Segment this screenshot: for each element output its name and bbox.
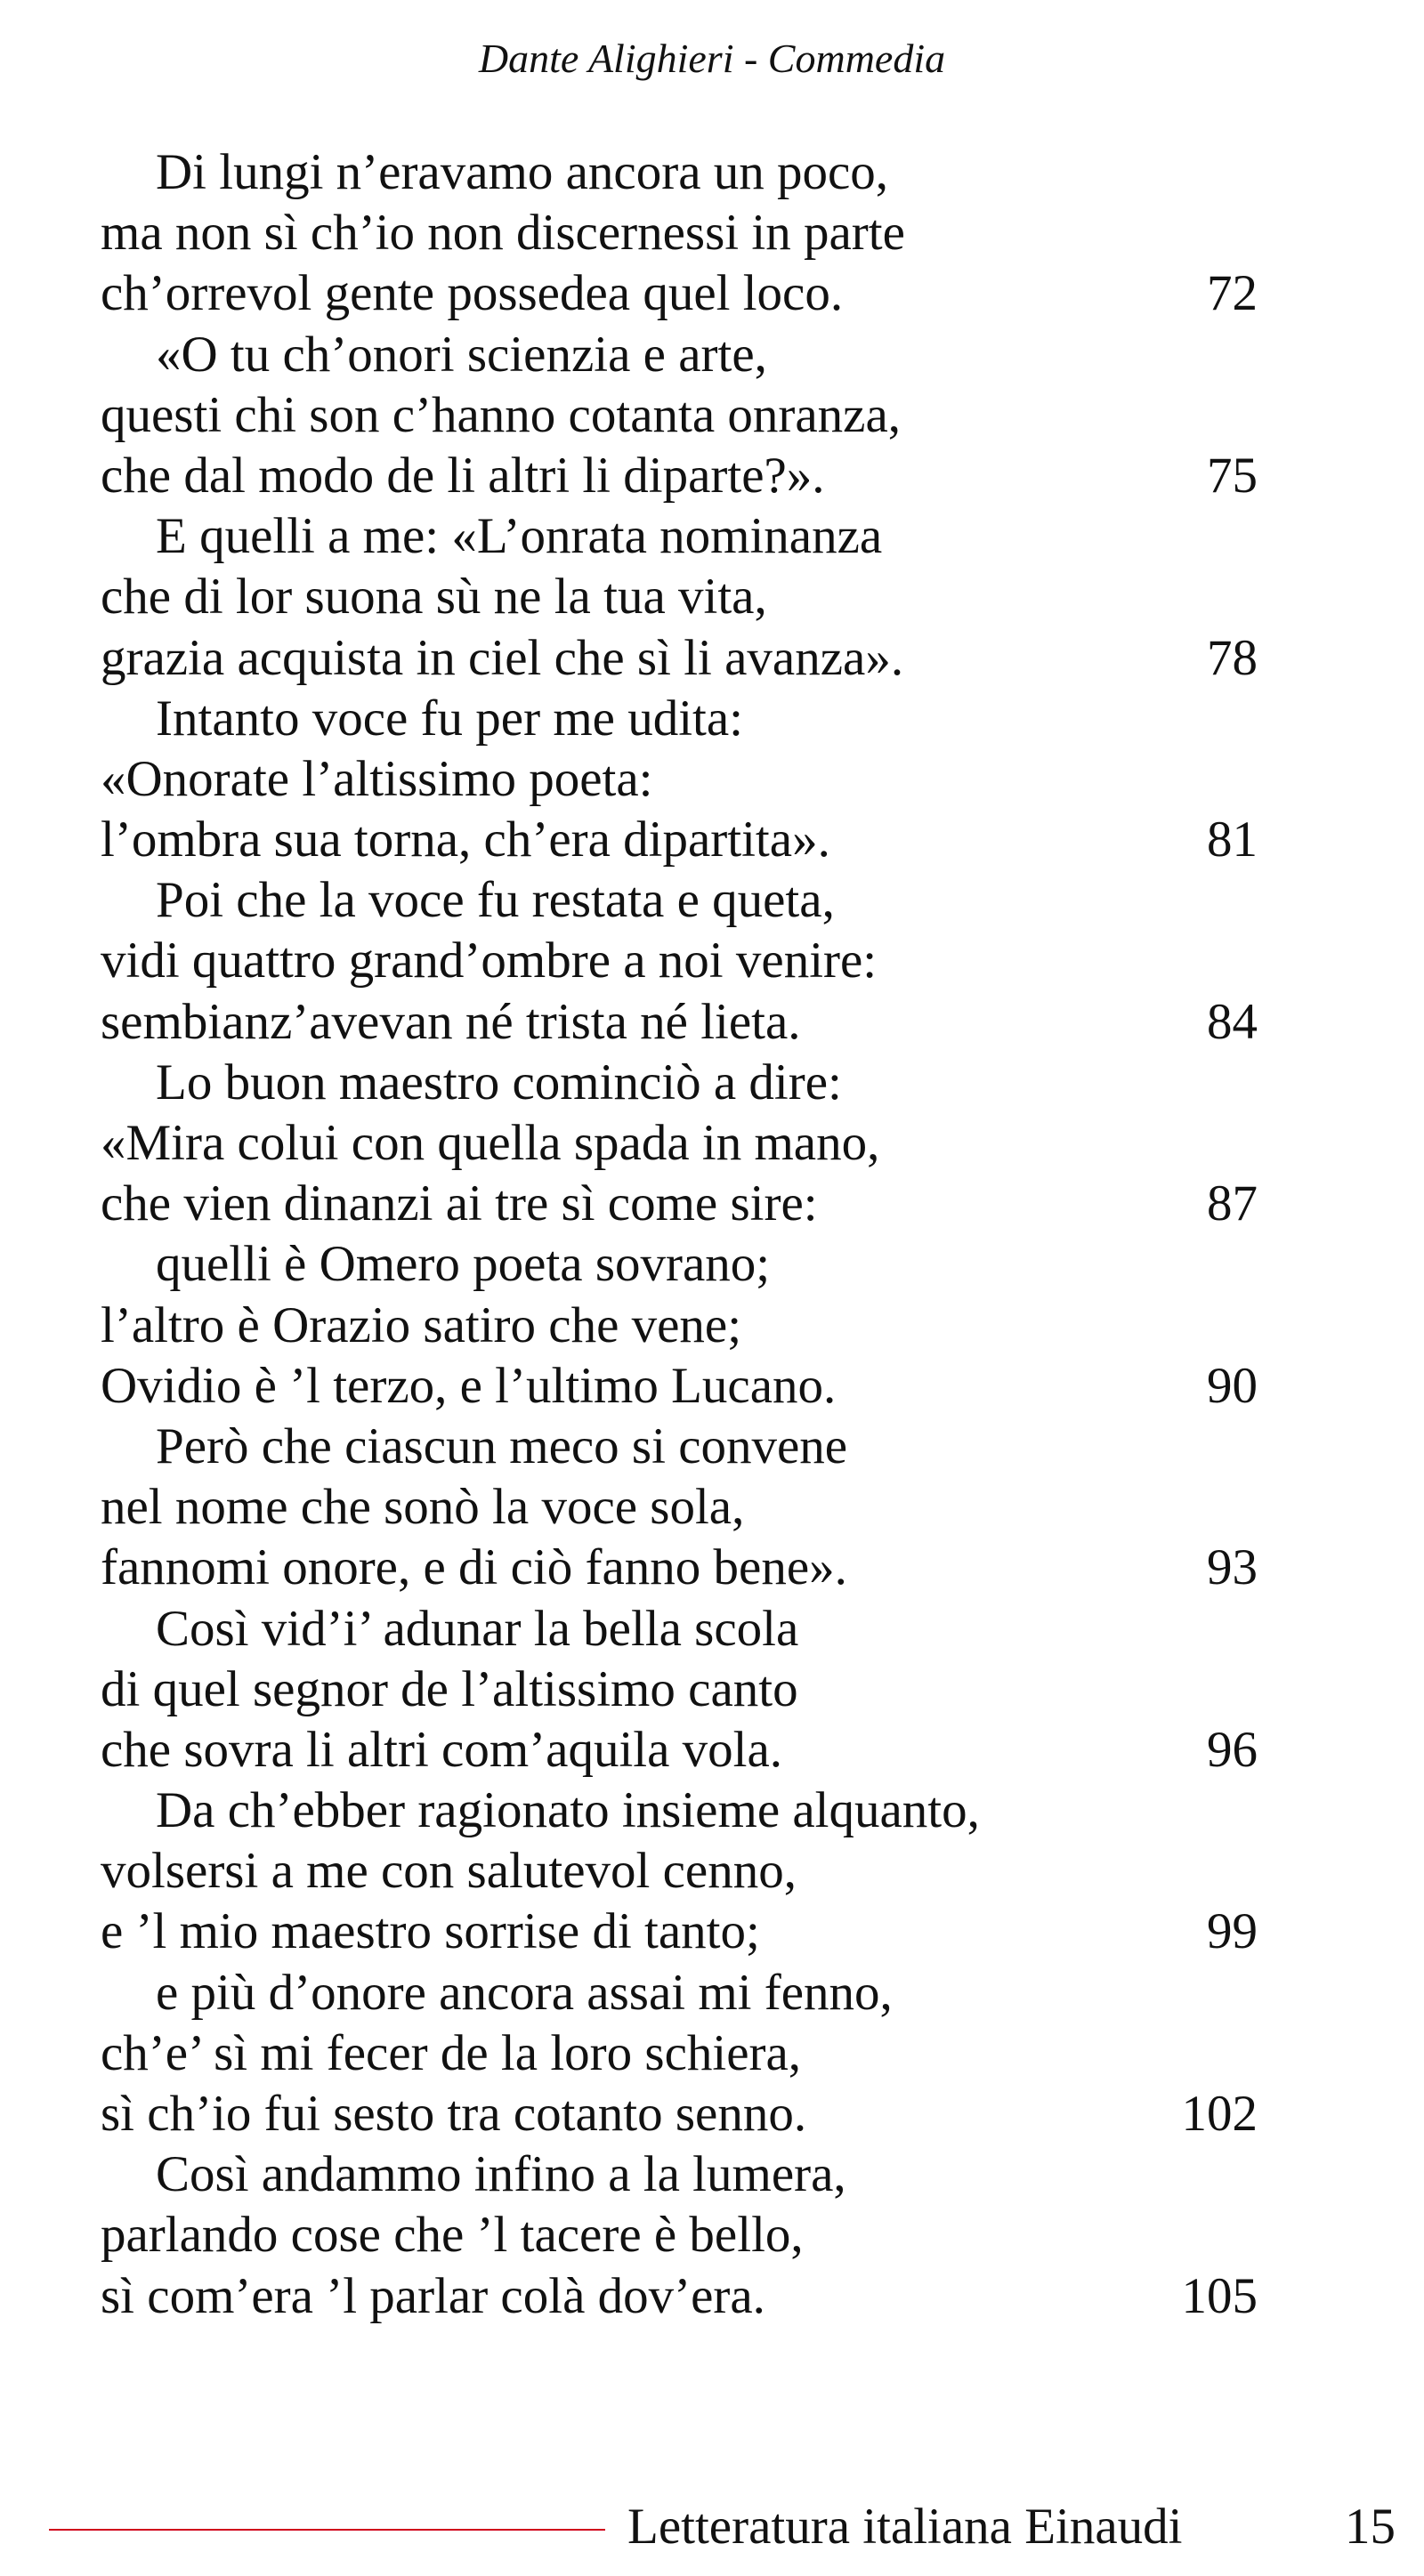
verse-number: 102 [1181, 2086, 1258, 2142]
verse-text: sì ch’io fui sesto tra cotanto senno. [101, 2086, 807, 2142]
verse-text: che di lor suona sù ne la tua vita, [101, 569, 767, 626]
verse-text: sembianz’avevan né trista né lieta. [101, 993, 801, 1050]
verse-line [101, 1477, 1258, 1538]
verse-number: 72 [1207, 265, 1258, 322]
running-header: Dante Alighieri - Commedia [478, 36, 946, 81]
verse-line [101, 870, 1258, 931]
verse-text: e più d’onore ancora assai mi fenno, [156, 1964, 893, 2021]
verse-line [101, 628, 1258, 689]
verse-text: quelli è Omero poeta sovrano; [156, 1236, 771, 1293]
verse-line [101, 2023, 1258, 2084]
verse-text: ma non sì ch’io non discernessi in parte [101, 205, 905, 262]
verse-text: Così andammo infino a la lumera, [156, 2146, 846, 2203]
verse-text: Poi che la voce fu restata e queta, [156, 872, 835, 929]
verse-text: Ovidio è ’l terzo, e l’ultimo Lucano. [101, 1357, 837, 1414]
verse-text: Così vid’i’ adunar la bella scola [156, 1600, 799, 1657]
verse-text: grazia acquista in ciel che sì li avanza». [101, 629, 904, 686]
verse-line [101, 203, 1258, 263]
verse-text: l’ombra sua torna, ch’era dipartita». [101, 812, 830, 868]
verse-text: sì com’era ’l parlar colà dov’era. [101, 2267, 765, 2324]
verse-line [101, 689, 1258, 749]
verse-number: 99 [1207, 1903, 1258, 1960]
verse-line [101, 1113, 1258, 1174]
verse-line [101, 1963, 1258, 2023]
verse-line [101, 2266, 1258, 2327]
verse-text: E quelli a me: «L’onrata nominanza [156, 508, 883, 565]
verse-text: e ’l mio maestro sorrise di tanto; [101, 1903, 760, 1960]
verse-line [101, 2084, 1258, 2144]
verse-text: fannomi onore, e di ciò fanno bene». [101, 1539, 847, 1596]
verse-line [101, 1781, 1258, 1841]
verse-number: 84 [1207, 993, 1258, 1050]
verse-line [101, 1720, 1258, 1781]
verse-line [101, 142, 1258, 203]
verse-text: vidi quattro grand’ombre a noi venire: [101, 933, 878, 989]
verse-line [101, 1296, 1258, 1356]
verse-line [101, 1174, 1258, 1234]
verse-text: «O tu ch’onori scienzia e arte, [156, 326, 767, 383]
verse-line [101, 810, 1258, 870]
verse-text: l’altro è Orazio satiro che vene; [101, 1296, 742, 1353]
verse-line [101, 1599, 1258, 1659]
verse-line [101, 1234, 1258, 1295]
verse-text: che vien dinanzi ai tre sì come sire: [101, 1175, 818, 1232]
verse-number: 87 [1207, 1175, 1258, 1232]
verse-text: Però che ciascun meco si convene [156, 1417, 848, 1474]
verse-number: 78 [1207, 629, 1258, 686]
verse-line [101, 1841, 1258, 1902]
verse-line [101, 1417, 1258, 1477]
verse-line [101, 1053, 1258, 1113]
verse-line [101, 385, 1258, 446]
verse-line [101, 446, 1258, 506]
verse-number: 96 [1207, 1721, 1258, 1778]
verse-line [101, 1538, 1258, 1598]
verse-line [101, 1902, 1258, 1962]
verse-line [101, 506, 1258, 567]
verse-number: 75 [1207, 447, 1258, 504]
poem-body [101, 142, 1258, 2327]
page-number: 15 [1345, 2499, 1396, 2555]
verse-text: Lo buon maestro cominciò a dire: [156, 1054, 842, 1110]
verse-text: volsersi a me con salutevol cenno, [101, 1843, 797, 1900]
verse-text: questi chi son c’hanno cotanta onranza, [101, 386, 902, 443]
verse-text: «Onorate l’altissimo poeta: [101, 750, 653, 807]
footer-rule [49, 2529, 605, 2531]
verse-line [101, 1356, 1258, 1417]
verse-line [101, 2144, 1258, 2205]
verse-number: 90 [1207, 1357, 1258, 1414]
verse-text: nel nome che sonò la voce sola, [101, 1479, 745, 1536]
verse-text: Da ch’ebber ragionato insieme alquanto, [156, 1782, 980, 1839]
verse-line [101, 567, 1258, 627]
verse-text: che sovra li altri com’aquila vola. [101, 1721, 783, 1778]
verse-line [101, 263, 1258, 324]
verse-text: «Mira colui con quella spada in mano, [101, 1115, 880, 1171]
verse-number: 105 [1181, 2267, 1258, 2324]
verse-text: Intanto voce fu per me udita: [156, 690, 744, 747]
verse-text: di quel segnor de l’altissimo canto [101, 1660, 798, 1717]
verse-text: Di lungi n’eravamo ancora un poco, [156, 144, 889, 200]
verse-text: ch’orrevol gente possedea quel loco. [101, 265, 844, 322]
verse-line [101, 325, 1258, 385]
verse-line [101, 931, 1258, 991]
verse-text: parlando cose che ’l tacere è bello, [101, 2207, 804, 2264]
verse-number: 93 [1207, 1539, 1258, 1596]
verse-line [101, 992, 1258, 1053]
verse-line [101, 749, 1258, 810]
verse-number: 81 [1207, 812, 1258, 868]
verse-line [101, 1659, 1258, 1720]
verse-text: che dal modo de li altri li diparte?». [101, 447, 825, 504]
verse-line [101, 2205, 1258, 2265]
publisher-name: Letteratura italiana Einaudi [627, 2499, 1183, 2555]
verse-text: ch’e’ sì mi fecer de la loro schiera, [101, 2024, 802, 2081]
page-footer [0, 2491, 1424, 2563]
